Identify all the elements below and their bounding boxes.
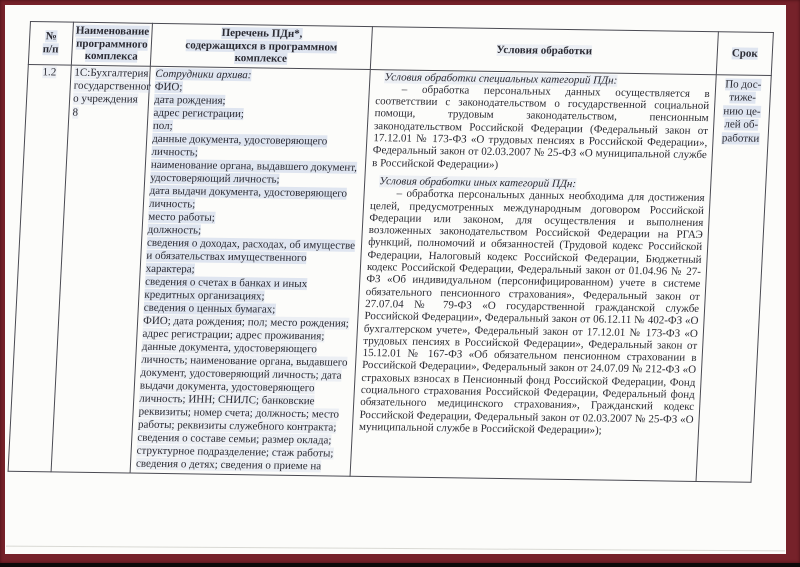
pdn-group-title: Сотрудники архива: — [155, 67, 252, 81]
pdn-list-item: сведения о счетах в банках и иных кредитных организациях; — [144, 275, 308, 303]
pdn-list-item: ФИО; — [154, 80, 183, 93]
pdn-list-item: пол; — [152, 119, 173, 132]
pdn-list-item: данные документа, удостоверяющего личность; — [151, 132, 328, 159]
pdn-list-item: адрес регистрации; — [153, 106, 245, 120]
header-num-label: № п/п — [42, 30, 59, 56]
conditions-other-title: Условия обработки иных категорий ПДн: — [378, 175, 577, 191]
pdn-list-item: наименование органа, выдавшего документ, удостоверяющий личность; — [149, 158, 358, 186]
conditions-special-title: Условия обработки специальных категорий ПДн: — [384, 70, 618, 87]
term-text: По дос- тиже- нию це- лей об- работки — [721, 77, 762, 145]
header-num — [28, 22, 73, 65]
cell-processing-conditions — [350, 69, 716, 481]
pdn-list-item: сведения о ценных бумагах; — [143, 301, 276, 316]
pdn-combined-paragraph: ФИО; дата рождения; пол; место рождения; адрес регистрации; адрес проживания; данные документа, удостоверяющего личность; наименование органа, выдавшего документ, удостоверяющий личность; дата выдачи документа, удостоверяющего личность; ИНН; СНИЛС; банковские реквизиты; номер счета; должность; место работы; реквизиты служебного контракта; сведения о составе семьи; размер оклада; структурное подразделение; стаж работы; сведения о детях; сведения о приеме на — [135, 314, 350, 472]
program-name: 1С:Бухгалтерия государственног о учреждения 8 — [72, 66, 152, 119]
table-row — [8, 64, 771, 482]
header-pdn-list-label: Перечень ПДн*, содержащихся в программном комплексе — [185, 26, 338, 65]
pdn-list-item: дата рождения; — [153, 93, 226, 107]
pdn-list-item: сведения о доходах, расходах, об имуществе и обязательствах имущественного характера; — [145, 236, 356, 276]
pdn-list-item: место работы; — [148, 210, 216, 224]
conditions-other-text: – обработка персональных данных необходима для достижения целей, предусмотренных международным договором Российской Федерации или законом, для осуществления и выполнения возложенных законодательством Российской Федерации на РГАЭ функций, полномочий и обязанностей (Трудовой кодекс Российской Федерации, Налоговый кодекс Российской Федерации, Бюджетный кодекс Российской Федерации, Федеральный закон от 01.04.96 № 27-ФЗ «Об индивидуальном (персонифицированном) учете в системе обязательного пенсионного страхования», Федеральный закон от 27.07.04 № 79-ФЗ «О государственной гражданской службе Российской Федерации», Федеральный закон от 06.12.11 № 402-ФЗ «О бухгалтерском учете», Федеральный закон от 17.12.01 № 173-ФЗ «О трудовых пенсиях в Российской Федерации», Федеральный закон от 15.12.01 № 167-ФЗ «Об обязательном пенсионном страховании в Российской Федерации», Федеральный закон от 24.07.09 № 212-ФЗ «О страховых взносах в Пенсионный фонд Российской Федерации, Фонд социального страхования Российской Федерации, Федеральный фонд обязательного медицинского страхования», Гражданский кодекс Российской Федерации, Федеральный закон от 02.03.2007 № 25-ФЗ «О муниципальной службе в Российской Федерации»); — [358, 187, 705, 437]
header-term — [716, 32, 773, 75]
pdn-list-item: должность; — [147, 223, 202, 237]
pdn-table — [8, 21, 774, 482]
header-program — [71, 22, 152, 66]
header-pdn-list — [150, 23, 372, 69]
conditions-special-text: – обработка персональных данных осуществляется в соответствии с законодательством о государственной социальной помощи, трудовым законодательством, пенсионным законодательством Российской Федерации (Федеральный закон от 17.12.01 № 173-ФЗ «О трудовых пенсиях в Российской Федерации», Федеральный закон от 02.03.2007 № 25-ФЗ «О муниципальной службе в Российской Федерации») — [371, 83, 711, 171]
header-conditions-label: Условия обработки — [496, 43, 593, 57]
cell-pdn-list — [130, 66, 370, 476]
row-number: 1.2 — [42, 65, 57, 78]
header-term-label: Срок — [731, 46, 759, 60]
header-program-label: Наименование программного комплекса — [75, 24, 150, 63]
scan-skew-wrapper — [8, 21, 773, 482]
header-conditions — [370, 27, 718, 75]
pdn-list-item: дата выдачи документа, удостоверяющего личность; — [148, 184, 348, 211]
